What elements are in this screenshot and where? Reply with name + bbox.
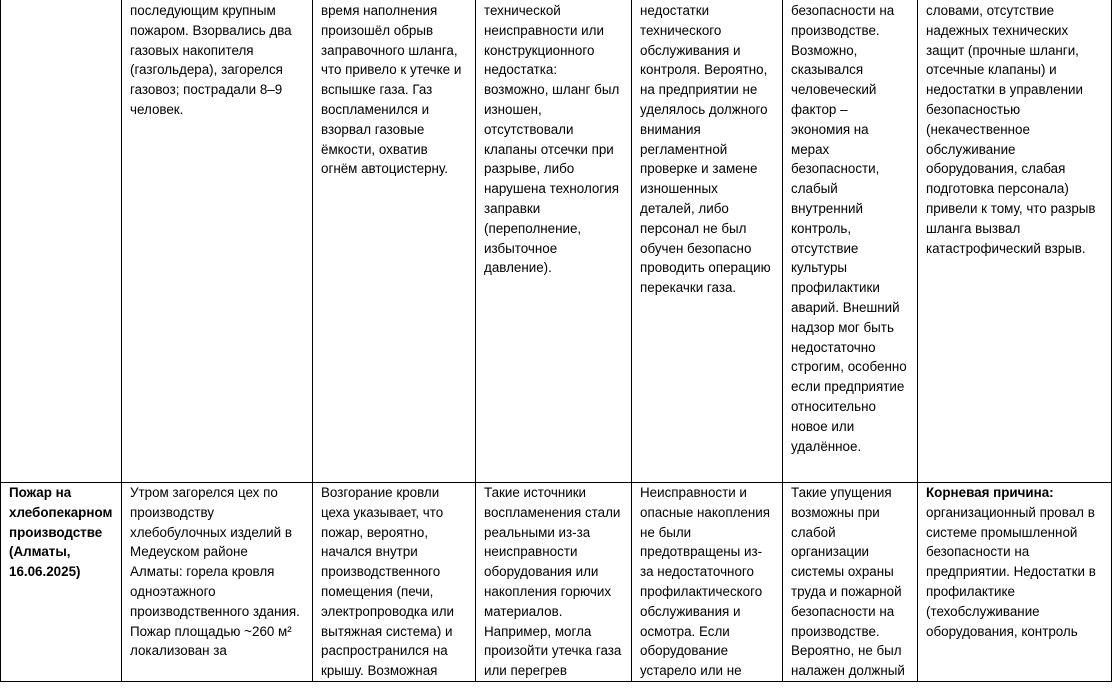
- incident-title: Пожар на хлебопекарном производстве (Алматы, 16.06.2025): [9, 485, 113, 580]
- table-cell: Неисправности и опасные накопления не были предотвращены из-за недостаточного профилактического обслуживания и осмотра. Если оборудование устарело или не: [632, 483, 783, 682]
- table-cell: время наполнения произошёл обрыв заправочного шланга, что привело к утечке и вспышке газа. Газ воспламенился и взорвал газовые ёмкости, охватив огнём автоцистерну.: [313, 0, 476, 483]
- table-cell: безопасности на производстве. Возможно, сказывался человеческий фактор – экономия на мерах безопасности, слабый внутренний контроль, отсутствие культуры профилактики аварий. Внешний надзор мог быть недостаточно строгим, особенно если предприятие относительно новое или удалённое.: [783, 0, 918, 483]
- table-cell: технической неисправности или конструкционного недостатка: возможно, шланг был изношен, отсутствовали клапаны отсечки при разрыве, либо нарушена технология заправки (переполнение, избыточное давление).: [476, 0, 632, 483]
- table-cell: последующим крупным пожаром. Взорвались два газовых накопителя (газгольдера), загорелся газовоз; пострадали 8–9 человек.: [122, 0, 313, 483]
- table-cell: Возгорание кровли цеха указывает, что пожар, вероятно, начался внутри производственного помещения (печи, электропроводка или вытяжная система) и распространился на крышу. Возможная: [313, 483, 476, 682]
- table-cell: недостатки технического обслуживания и контроля. Вероятно, на предприятии не уделялось должного внимания регламентной проверке и замене изношенных деталей, либо персонал не был обучен безопасно проводить операцию перекачки газа.: [632, 0, 783, 483]
- table-cell: словами, отсутствие надежных технических защит (прочные шланги, отсечные клапаны) и недостатки в управлении безопасностью (некачественное обслуживание оборудования, слабая подготовка персонала) привели к тому, что разрыв шланга вызвал катастрофический взрыв.: [918, 0, 1112, 483]
- table-cell: Такие упущения возможны при слабой организации системы охраны труда и пожарной безопасности на производстве. Вероятно, не был налажен должный: [783, 483, 918, 682]
- root-cause-label: Корневая причина:: [926, 485, 1054, 500]
- table-cell: Утром загорелся цех по производству хлебобулочных изделий в Медеуском районе Алматы: горела кровля одноэтажного производственного здания. Пожар площадью ~260 м² локализован за: [122, 483, 313, 682]
- table-row: [1, 0, 1112, 483]
- table-cell: [1, 0, 122, 483]
- row-header-cell: [1, 483, 122, 682]
- table-cell: Корневая причина: организационный провал в системе промышленной безопасности на предприятии. Недостатки в профилактике (техобслуживание оборудования, контроль: [918, 483, 1112, 682]
- table-cell: Такие источники воспламенения стали реальными из-за неисправности оборудования или накопления горючих материалов. Например, могла произойти утечка газа или перегрев: [476, 483, 632, 682]
- table-row: [1, 483, 1112, 682]
